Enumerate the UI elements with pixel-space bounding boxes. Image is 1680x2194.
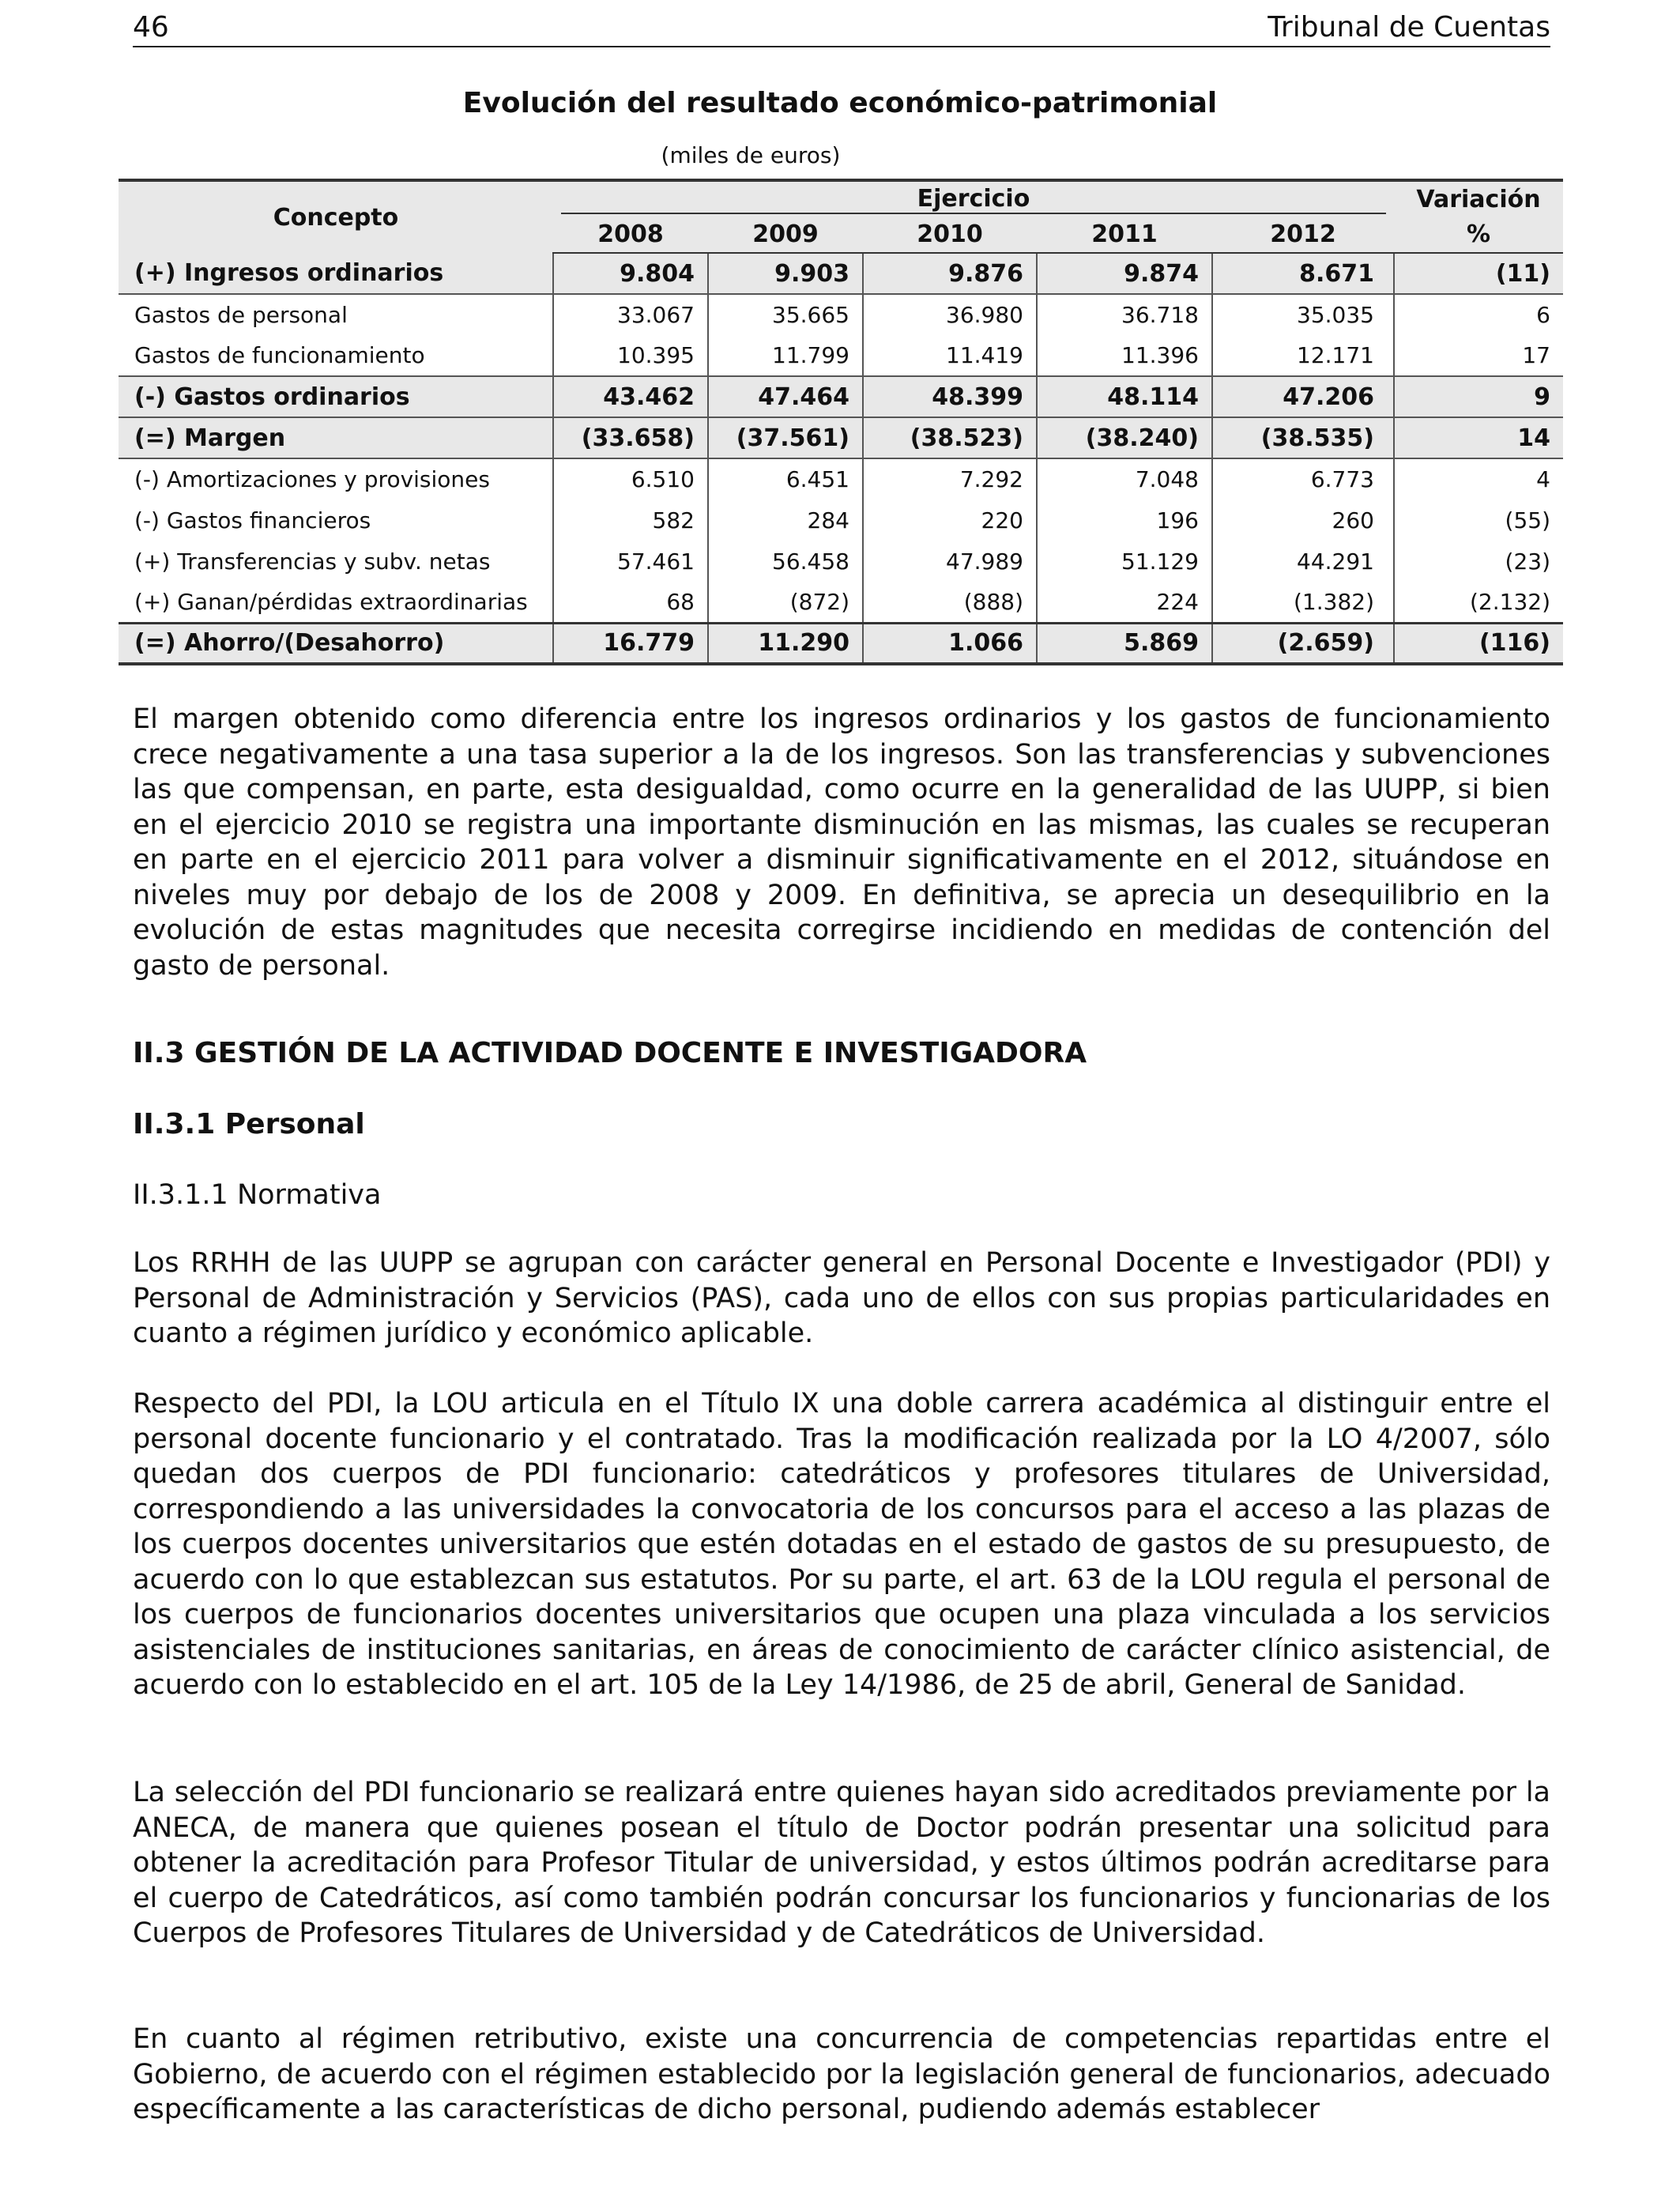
cell-value: 7.292 xyxy=(863,458,1037,499)
cell-value: 11.396 xyxy=(1037,335,1212,376)
cell-value: (33.658) xyxy=(553,417,708,458)
cell-value: 11.419 xyxy=(863,335,1037,376)
cell-value: 7.048 xyxy=(1037,458,1212,499)
cell-value: 6.773 xyxy=(1212,458,1394,499)
row-label: (-) Gastos ordinarios xyxy=(119,376,553,417)
cell-variation: (23) xyxy=(1505,548,1550,575)
paragraph: En cuanto al régimen retributivo, existe una concurrencia de competencias repartidas entre el Gobierno, de acuerdo con el régimen establecido por la legislación general de funcionarios, adecuado específicamente a las características de dicho personal, pudiendo además establecer xyxy=(133,2023,1550,2125)
header-year: 2010 xyxy=(863,217,1037,253)
cell-value: 47.464 xyxy=(708,376,863,417)
cell-variation: (11) xyxy=(1394,253,1563,294)
cell-value: 10.395 xyxy=(553,335,708,376)
header-year: 2012 xyxy=(1212,217,1394,253)
page-number: 46 xyxy=(133,11,169,43)
cell-value: 57.461 xyxy=(553,541,708,582)
cell-value: 44.291 xyxy=(1212,541,1394,582)
cell-value: (2.659) xyxy=(1212,623,1394,664)
row-label: (+) Transferencias y subv. netas xyxy=(119,541,553,582)
row-label: (-) Gastos financieros xyxy=(119,499,553,541)
cell-variation: 14 xyxy=(1394,417,1563,458)
cell-value: 284 xyxy=(708,499,863,541)
cell-value: (888) xyxy=(863,582,1037,623)
cell-value: (38.535) xyxy=(1212,417,1394,458)
header-concepto: Concepto xyxy=(119,180,553,253)
table-row xyxy=(119,582,1563,623)
cell-value: 6.510 xyxy=(553,458,708,499)
header-year: 2011 xyxy=(1037,217,1212,253)
cell-value: 35.035 xyxy=(1212,294,1394,335)
table-row xyxy=(119,458,1563,499)
cell-value: 5.869 xyxy=(1037,623,1212,664)
cell-value: 33.067 xyxy=(553,294,708,335)
table-title: Evolución del resultado económico-patrimonial xyxy=(462,87,1218,119)
subsubsection-heading: II.3.1.1 Normativa xyxy=(133,1179,382,1211)
cell-value: 11.290 xyxy=(708,623,863,664)
cell-value: (37.561) xyxy=(708,417,863,458)
cell-value: 35.665 xyxy=(708,294,863,335)
cell-value: (38.240) xyxy=(1037,417,1212,458)
cell-value: 11.799 xyxy=(708,335,863,376)
cell-value: 56.458 xyxy=(708,541,863,582)
row-label: (+) Ganan/pérdidas extraordinarias xyxy=(119,582,553,623)
cell-value: 220 xyxy=(863,499,1037,541)
running-header-title: Tribunal de Cuentas xyxy=(1268,11,1550,43)
table-row xyxy=(119,499,1563,541)
table-row xyxy=(119,335,1563,376)
table-row xyxy=(119,623,1563,664)
cell-value: (872) xyxy=(708,582,863,623)
header-percent: % xyxy=(1394,217,1563,253)
row-label: Gastos de funcionamiento xyxy=(119,335,553,376)
row-label: (-) Amortizaciones y provisiones xyxy=(119,458,553,499)
table-units: (miles de euros) xyxy=(661,142,841,168)
header-ejercicio-label: Ejercicio xyxy=(561,185,1386,214)
cell-value: 6.451 xyxy=(708,458,863,499)
cell-variation: 6 xyxy=(1536,302,1550,328)
cell-value: 582 xyxy=(553,499,708,541)
cell-value: (1.382) xyxy=(1212,582,1394,623)
cell-variation: 9 xyxy=(1394,376,1563,417)
cell-value: 51.129 xyxy=(1037,541,1212,582)
cell-variation: 17 xyxy=(1522,342,1550,368)
header-year: 2009 xyxy=(708,217,863,253)
header-ejercicio xyxy=(553,180,1394,217)
cell-value: 36.718 xyxy=(1037,294,1212,335)
cell-variation: (55) xyxy=(1505,507,1550,533)
cell-value: 47.989 xyxy=(863,541,1037,582)
table-row xyxy=(119,541,1563,582)
paragraph: La selección del PDI funcionario se realizará entre quienes hayan sido acreditados previamente por la ANECA, de manera que quienes posean el título de Doctor podrán presentar una solicitud para obtener la acreditación para Profesor Titular de universidad, y estos últimos podrán acreditarse para el cuerpo de Catedráticos, así como también podrán concursar los funcionarios y funcionarias de los Cuerpos de Profesores Titulares de Universidad y de Catedráticos de Universidad. xyxy=(133,1777,1550,1949)
running-header xyxy=(133,6,1550,47)
cell-value: 9.804 xyxy=(553,253,708,294)
cell-value: 43.462 xyxy=(553,376,708,417)
header-year: 2008 xyxy=(553,217,708,253)
header-variacion: Variación xyxy=(1394,180,1563,217)
cell-value: 9.874 xyxy=(1037,253,1212,294)
cell-value: 16.779 xyxy=(553,623,708,664)
cell-variation: (2.132) xyxy=(1469,588,1550,615)
paragraph: El margen obtenido como diferencia entre los ingresos ordinarios y los gastos de funcionamiento crece negativamente a una tasa superior a la de los ingresos. Son las transferencias y subvenciones las que compensan, en parte, esta desigualdad, como ocurre en la generalidad de las UUPP, si bien en el ejercicio 2010 se registra una importante disminución en las mismas, las cuales se recuperan en parte en el ejercicio 2011 para volver a disminuir significativamente en el 2012, situándose en niveles muy por debajo de los de 2008 y 2009. En definitiva, se aprecia un desequilibrio en la evolución de estas magnitudes que necesita corregirse incidiendo en medidas de contención del gasto de personal. xyxy=(133,703,1550,982)
cell-value: 9.876 xyxy=(863,253,1037,294)
cell-value: 48.114 xyxy=(1037,376,1212,417)
subsection-heading: II.3.1 Personal xyxy=(133,1108,365,1140)
row-label: (=) Ahorro/(Desahorro) xyxy=(119,623,553,664)
cell-value: 196 xyxy=(1037,499,1212,541)
row-label: (+) Ingresos ordinarios xyxy=(119,253,553,294)
cell-value: 224 xyxy=(1037,582,1212,623)
table-row xyxy=(119,417,1563,458)
cell-value: 8.671 xyxy=(1212,253,1394,294)
cell-value: 9.903 xyxy=(708,253,863,294)
section-heading: II.3 GESTIÓN DE LA ACTIVIDAD DOCENTE E INVESTIGADORA xyxy=(133,1037,1087,1069)
table-row xyxy=(119,253,1563,294)
paragraph: Respecto del PDI, la LOU articula en el Título IX una doble carrera académica al distinguir entre el personal docente funcionario y el contratado. Tras la modificación realizada por la LO 4/2007, sólo quedan dos cuerpos de PDI funcionario: catedráticos y profesores titulares de Universidad, correspondiendo a las universidades la convocatoria de los concursos para el acceso a las plazas de los cuerpos docentes universitarios que estén dotadas en el estado de gastos de su presupuesto, de acuerdo con lo que establezcan sus estatutos. Por su parte, el art. 63 de la LOU regula el personal de los cuerpos de funcionarios docentes universitarios que ocupen una plaza vinculada a los servicios asistenciales de instituciones sanitarias, en áreas de conocimiento de carácter clínico asistencial, de acuerdo con lo establecido en el art. 105 de la Ley 14/1986, de 25 de abril, General de Sanidad. xyxy=(133,1388,1550,1701)
cell-value: 1.066 xyxy=(863,623,1037,664)
results-table xyxy=(119,179,1563,665)
cell-value: 260 xyxy=(1212,499,1394,541)
cell-value: 47.206 xyxy=(1212,376,1394,417)
cell-value: (38.523) xyxy=(863,417,1037,458)
cell-value: 36.980 xyxy=(863,294,1037,335)
row-label: Gastos de personal xyxy=(119,294,553,335)
table-row xyxy=(119,294,1563,335)
table-row xyxy=(119,376,1563,417)
cell-variation: 4 xyxy=(1536,466,1550,492)
cell-value: 68 xyxy=(553,582,708,623)
cell-variation: (116) xyxy=(1394,623,1563,664)
row-label: (=) Margen xyxy=(119,417,553,458)
paragraph: Los RRHH de las UUPP se agrupan con carácter general en Personal Docente e Investigador (PDI) y Personal de Administración y Servicios (PAS), cada uno de ellos con sus propias particularidades en cuanto a régimen jurídico y económico aplicable. xyxy=(133,1247,1550,1349)
cell-value: 12.171 xyxy=(1212,335,1394,376)
cell-value: 48.399 xyxy=(863,376,1037,417)
